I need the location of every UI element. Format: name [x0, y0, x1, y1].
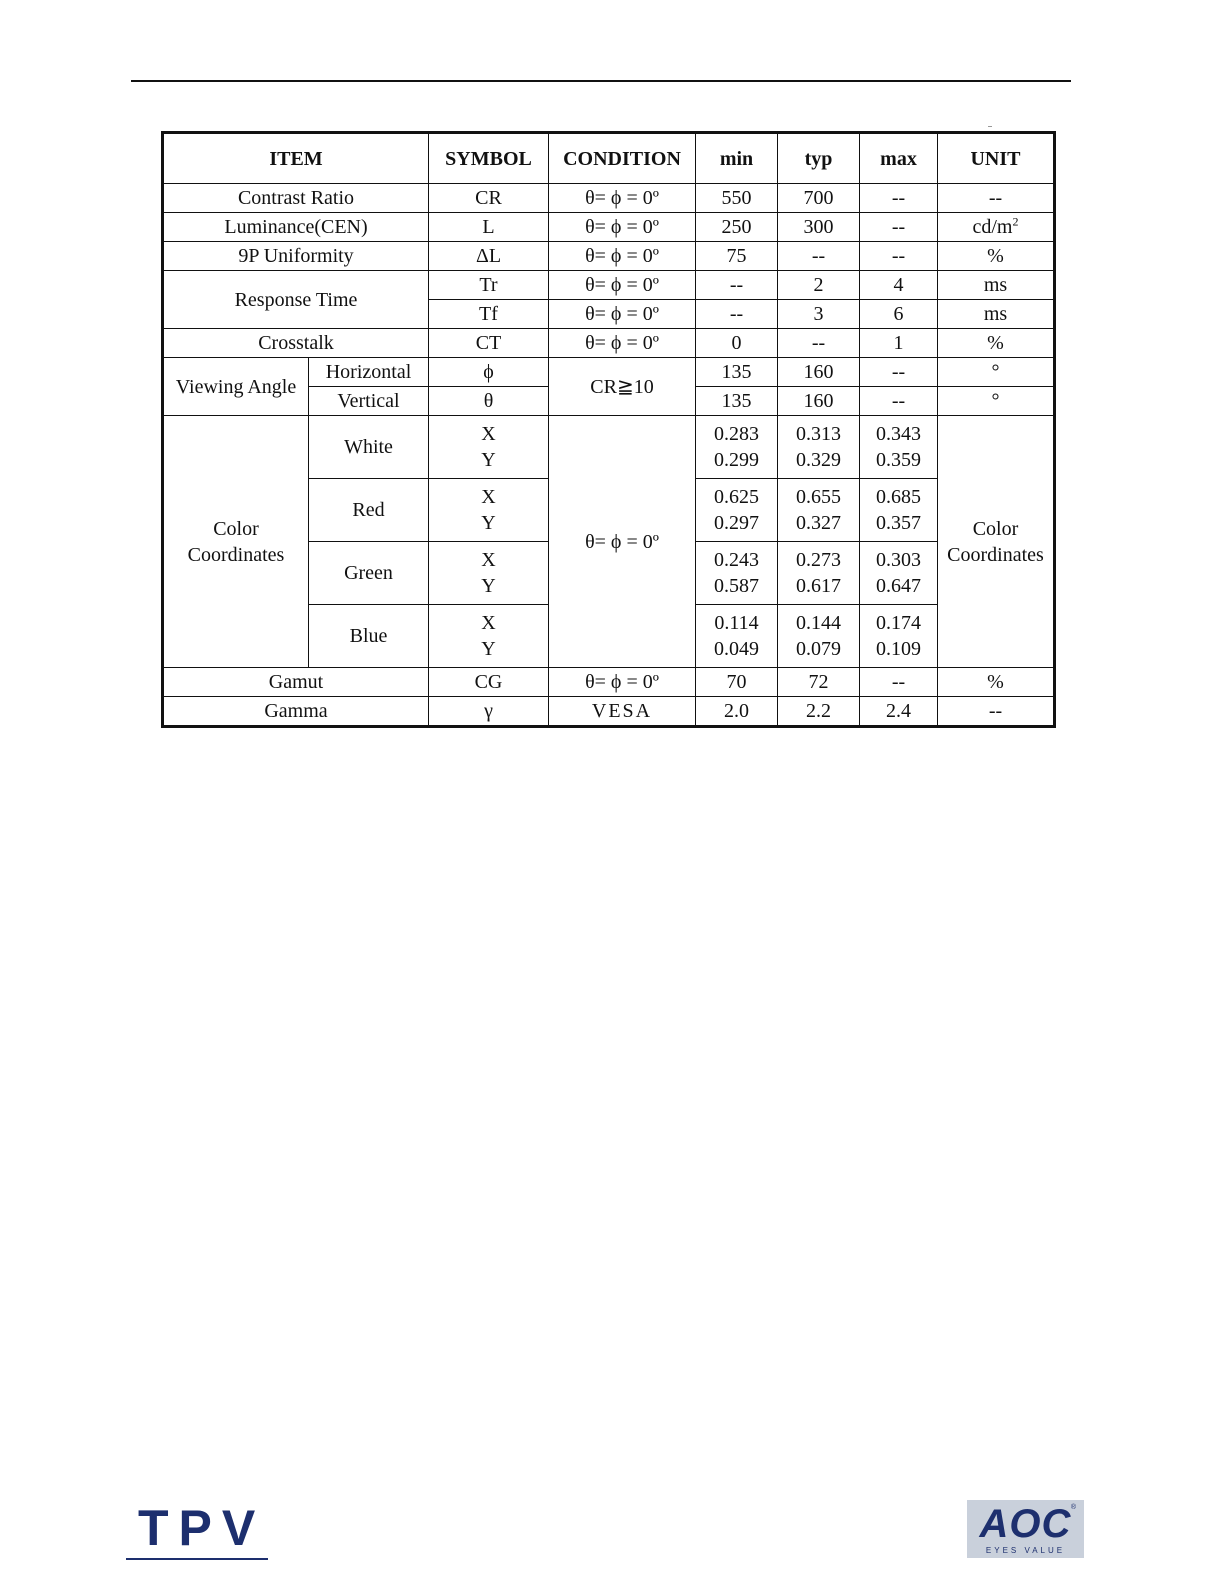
tpv-logo-text: TPV — [138, 1500, 266, 1556]
condition-cell: θ= ϕ = 0º — [549, 329, 696, 358]
table-row — [163, 697, 1055, 727]
subitem-label: White — [309, 416, 429, 479]
symbol-y: Y — [481, 449, 496, 471]
min-cell: 135 — [696, 387, 778, 416]
symbol-cell: ϕ — [429, 358, 549, 387]
max-y: 0.647 — [876, 575, 921, 597]
table-row — [163, 213, 1055, 242]
item-label: Luminance(CEN) — [163, 213, 429, 242]
table-row — [163, 329, 1055, 358]
aoc-logo — [967, 1500, 1084, 1558]
max-y: 0.357 — [876, 512, 921, 534]
typ-x: 0.144 — [796, 612, 841, 634]
header-min: min — [696, 133, 778, 184]
unit-superscript: 2 — [1012, 214, 1019, 229]
symbol-cell: CR — [429, 184, 549, 213]
header-max: max — [860, 133, 938, 184]
typ-cell: -- — [778, 329, 860, 358]
typ-cell — [778, 605, 860, 668]
min-cell: 75 — [696, 242, 778, 271]
spec-table — [161, 131, 1056, 728]
table-row — [163, 416, 1055, 479]
max-cell: 4 — [860, 271, 938, 300]
header-condition: CONDITION — [549, 133, 696, 184]
max-cell: -- — [860, 213, 938, 242]
typ-cell: 2 — [778, 271, 860, 300]
max-x: 0.303 — [876, 549, 921, 571]
max-y: 0.359 — [876, 449, 921, 471]
min-x: 0.625 — [714, 486, 759, 508]
min-y: 0.049 — [714, 638, 759, 660]
min-x: 0.243 — [714, 549, 759, 571]
typ-cell: -- — [778, 242, 860, 271]
typ-cell: 300 — [778, 213, 860, 242]
min-cell — [696, 542, 778, 605]
max-cell: -- — [860, 184, 938, 213]
symbol-cell: CT — [429, 329, 549, 358]
min-y: 0.299 — [714, 449, 759, 471]
symbol-cell — [429, 416, 549, 479]
symbol-x: X — [481, 612, 496, 634]
max-x: 0.174 — [876, 612, 921, 634]
min-cell: 70 — [696, 668, 778, 697]
condition-cell: VESA — [549, 697, 696, 727]
max-x: 0.685 — [876, 486, 921, 508]
symbol-cell: γ — [429, 697, 549, 727]
max-y: 0.109 — [876, 638, 921, 660]
condition-cell: θ= ϕ = 0º — [549, 668, 696, 697]
typ-x: 0.313 — [796, 423, 841, 445]
header-unit: UNIT — [938, 133, 1055, 184]
symbol-cell — [429, 605, 549, 668]
typ-cell: 160 — [778, 358, 860, 387]
unit-text: Color Coordinates — [947, 517, 1044, 566]
header-typ: typ — [778, 133, 860, 184]
symbol-x: X — [481, 423, 496, 445]
max-cell: -- — [860, 387, 938, 416]
typ-x: 0.655 — [796, 486, 841, 508]
max-cell — [860, 542, 938, 605]
symbol-x: X — [481, 486, 496, 508]
max-cell — [860, 416, 938, 479]
item-label: Contrast Ratio — [163, 184, 429, 213]
max-cell: -- — [860, 358, 938, 387]
min-x: 0.114 — [714, 612, 759, 634]
table-row — [163, 242, 1055, 271]
min-x: 0.283 — [714, 423, 759, 445]
typ-cell: 72 — [778, 668, 860, 697]
min-cell: -- — [696, 271, 778, 300]
table-header-row — [163, 133, 1055, 184]
tpv-logo-underline — [126, 1558, 268, 1560]
symbol-y: Y — [481, 512, 496, 534]
max-cell: 1 — [860, 329, 938, 358]
aoc-logo-text: AOC — [979, 1502, 1072, 1546]
unit-cell: ° — [938, 358, 1055, 387]
unit-text: cd/m — [972, 216, 1013, 238]
item-label: Response Time — [163, 271, 429, 329]
max-cell — [860, 605, 938, 668]
condition-cell: θ= ϕ = 0º — [549, 242, 696, 271]
min-cell: -- — [696, 300, 778, 329]
header-rule — [131, 80, 1071, 82]
min-cell: 550 — [696, 184, 778, 213]
max-cell: -- — [860, 668, 938, 697]
condition-cell: θ= ϕ = 0º — [549, 416, 696, 668]
typ-cell — [778, 479, 860, 542]
min-cell: 0 — [696, 329, 778, 358]
condition-cell: θ= ϕ = 0º — [549, 300, 696, 329]
min-cell: 2.0 — [696, 697, 778, 727]
unit-cell: % — [938, 329, 1055, 358]
max-cell — [860, 479, 938, 542]
min-cell: 135 — [696, 358, 778, 387]
unit-cell: ms — [938, 300, 1055, 329]
table-row — [163, 184, 1055, 213]
typ-cell: 2.2 — [778, 697, 860, 727]
subitem-label: Vertical — [309, 387, 429, 416]
item-label: Gamma — [163, 697, 429, 727]
condition-cell: θ= ϕ = 0º — [549, 213, 696, 242]
min-cell — [696, 479, 778, 542]
subitem-label: Horizontal — [309, 358, 429, 387]
min-cell — [696, 605, 778, 668]
typ-y: 0.327 — [796, 512, 841, 534]
aoc-tagline: EYES VALUE — [985, 1546, 1066, 1555]
table-row — [163, 271, 1055, 300]
symbol-cell: Tf — [429, 300, 549, 329]
min-y: 0.297 — [714, 512, 759, 534]
unit-cell: % — [938, 242, 1055, 271]
typ-x: 0.273 — [796, 549, 841, 571]
subitem-label: Red — [309, 479, 429, 542]
item-label — [163, 416, 309, 668]
unit-cell: -- — [938, 697, 1055, 727]
unit-cell — [938, 213, 1055, 242]
typ-cell — [778, 416, 860, 479]
typ-y: 0.617 — [796, 575, 841, 597]
subitem-label: Blue — [309, 605, 429, 668]
registered-mark: ® — [1070, 1504, 1076, 1511]
unit-cell: ms — [938, 271, 1055, 300]
item-label: Gamut — [163, 668, 429, 697]
condition-cell: CR≧10 — [549, 358, 696, 416]
item-label: 9P Uniformity — [163, 242, 429, 271]
typ-cell: 700 — [778, 184, 860, 213]
min-cell: 250 — [696, 213, 778, 242]
header-item: ITEM — [163, 133, 429, 184]
unit-cell: ° — [938, 387, 1055, 416]
max-cell: 2.4 — [860, 697, 938, 727]
typ-cell: 160 — [778, 387, 860, 416]
scan-mark — [988, 126, 992, 127]
max-cell: -- — [860, 242, 938, 271]
symbol-cell: Tr — [429, 271, 549, 300]
max-cell: 6 — [860, 300, 938, 329]
typ-y: 0.329 — [796, 449, 841, 471]
tpv-logo — [126, 1500, 268, 1560]
max-x: 0.343 — [876, 423, 921, 445]
condition-cell: θ= ϕ = 0º — [549, 271, 696, 300]
symbol-cell: L — [429, 213, 549, 242]
header-symbol: SYMBOL — [429, 133, 549, 184]
min-y: 0.587 — [714, 575, 759, 597]
unit-cell: -- — [938, 184, 1055, 213]
table-row — [163, 358, 1055, 387]
table-row — [163, 668, 1055, 697]
symbol-cell — [429, 479, 549, 542]
symbol-cell: CG — [429, 668, 549, 697]
condition-cell: θ= ϕ = 0º — [549, 184, 696, 213]
symbol-y: Y — [481, 575, 496, 597]
unit-cell: % — [938, 668, 1055, 697]
item-label-text: Color Coordinates — [187, 517, 285, 566]
symbol-cell: ΔL — [429, 242, 549, 271]
unit-cell — [938, 416, 1055, 668]
symbol-cell — [429, 542, 549, 605]
typ-cell: 3 — [778, 300, 860, 329]
item-label: Viewing Angle — [163, 358, 309, 416]
typ-y: 0.079 — [796, 638, 841, 660]
symbol-y: Y — [481, 638, 496, 660]
item-label: Crosstalk — [163, 329, 429, 358]
symbol-cell: θ — [429, 387, 549, 416]
min-cell — [696, 416, 778, 479]
typ-cell — [778, 542, 860, 605]
subitem-label: Green — [309, 542, 429, 605]
symbol-x: X — [481, 549, 496, 571]
